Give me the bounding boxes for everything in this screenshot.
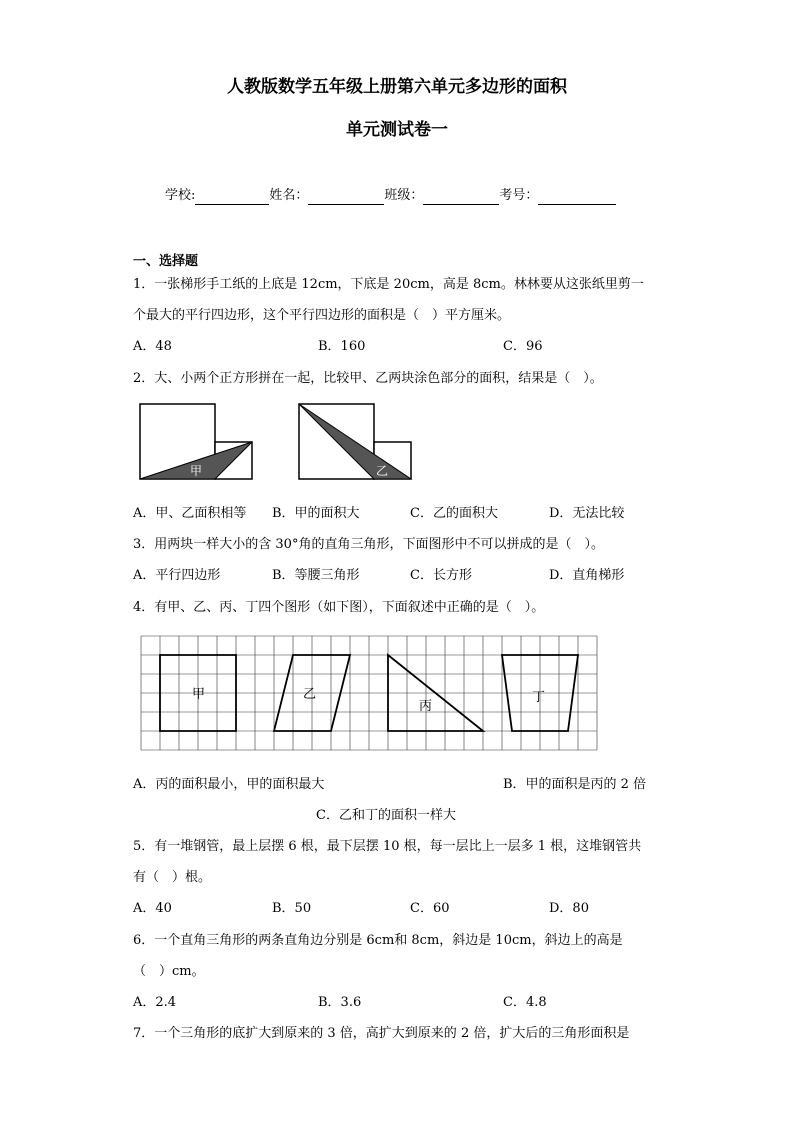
q2-option-c[interactable]: C．乙的面积大: [410, 506, 498, 521]
q2-figure-yi: [297, 402, 417, 484]
q5-text-line1: 5．有一堆钢管，最上层摆 6 根，最下层摆 10 根，每一层比上一层多 1 根，这堆钢管共: [133, 839, 642, 854]
q3-option-c[interactable]: C．长方形: [410, 568, 472, 583]
q6-option-a[interactable]: A．2.4: [133, 995, 177, 1010]
q4-fig-label-ding: 丁: [532, 690, 546, 705]
q6-option-b[interactable]: B．3.6: [318, 995, 362, 1010]
q1-text-line2: 个最大的平行四边形，这个平行四边形的面积是（ ）平方厘米。: [133, 308, 511, 323]
name-blank[interactable]: [308, 190, 384, 205]
q4-grid-figure: [140, 635, 600, 755]
q7-text-line1: 7．一个三角形的底扩大到原来的 3 倍，高扩大到原来的 2 倍，扩大后的三角形面积是: [133, 1026, 630, 1041]
q2-option-a[interactable]: A．甲、乙面积相等: [133, 506, 247, 521]
q6-text-line1: 6．一个直角三角形的两条直角边分别是 6cm和 8cm，斜边是 10cm，斜边上的高是: [133, 933, 623, 948]
section-title: 一、选择题: [133, 254, 199, 269]
q4-fig-label-jia: 甲: [192, 687, 206, 702]
q2-option-b[interactable]: B．甲的面积大: [272, 506, 360, 521]
q3-text: 3．用两块一样大小的含 30°角的直角三角形，下面图形中不可以拼成的是（ ）。: [133, 537, 604, 552]
q5-option-b[interactable]: B．50: [272, 901, 312, 916]
q4-text: 4．有甲、乙、丙、丁四个图形（如下图），下面叙述中正确的是（ ）。: [133, 600, 545, 615]
q5-option-a[interactable]: A．40: [133, 901, 172, 916]
q3-option-d[interactable]: D．直角梯形: [549, 568, 625, 583]
q2-fig-label-jia: 甲: [190, 464, 203, 478]
page-title: 人教版数学五年级上册第六单元多边形的面积: [227, 77, 567, 97]
q3-option-a[interactable]: A．平行四边形: [133, 568, 221, 583]
q1-text-line1: 1．一张梯形手工纸的上底是 12cm，下底是 20cm，高是 8cm。林林要从这张纸里剪一: [133, 277, 644, 292]
q4-option-b[interactable]: B．甲的面积是丙的 2 倍: [503, 777, 647, 792]
q2-fig-label-yi: 乙: [376, 464, 389, 478]
q6-text-line2: （ ）cm。: [133, 964, 205, 979]
q2-text: 2．大、小两个正方形拼在一起，比较甲、乙两块涂色部分的面积，结果是（ ）。: [133, 371, 603, 386]
class-blank[interactable]: [423, 190, 499, 205]
q5-option-d[interactable]: D．80: [549, 901, 589, 916]
q2-option-d[interactable]: D．无法比较: [549, 506, 625, 521]
q4-fig-label-yi: 乙: [303, 687, 317, 702]
q2-figure-jia: [138, 402, 256, 484]
q6-option-c[interactable]: C．4.8: [503, 995, 547, 1010]
q1-option-a[interactable]: A．48: [133, 339, 172, 354]
q4-fig-label-bing: 丙: [419, 699, 433, 714]
student-info-line: [165, 187, 616, 205]
exam-no-label: 考号：: [499, 188, 539, 203]
name-label: 姓名：: [269, 188, 309, 203]
q3-option-b[interactable]: B．等腰三角形: [272, 568, 360, 583]
q5-text-line2: 有（ ）根。: [133, 870, 212, 885]
q1-option-c[interactable]: C．96: [503, 339, 543, 354]
school-blank[interactable]: [195, 190, 269, 205]
q4-option-a[interactable]: A．丙的面积最小，甲的面积最大: [133, 777, 325, 792]
school-label: 学校:: [165, 188, 196, 203]
q1-option-b[interactable]: B．160: [318, 339, 366, 354]
page-subtitle: 单元测试卷一: [346, 120, 448, 140]
exam-no-blank[interactable]: [538, 190, 616, 205]
q5-option-c[interactable]: C．60: [410, 901, 450, 916]
q4-option-c[interactable]: C．乙和丁的面积一样大: [316, 808, 456, 823]
class-label: 班级：: [384, 188, 424, 203]
